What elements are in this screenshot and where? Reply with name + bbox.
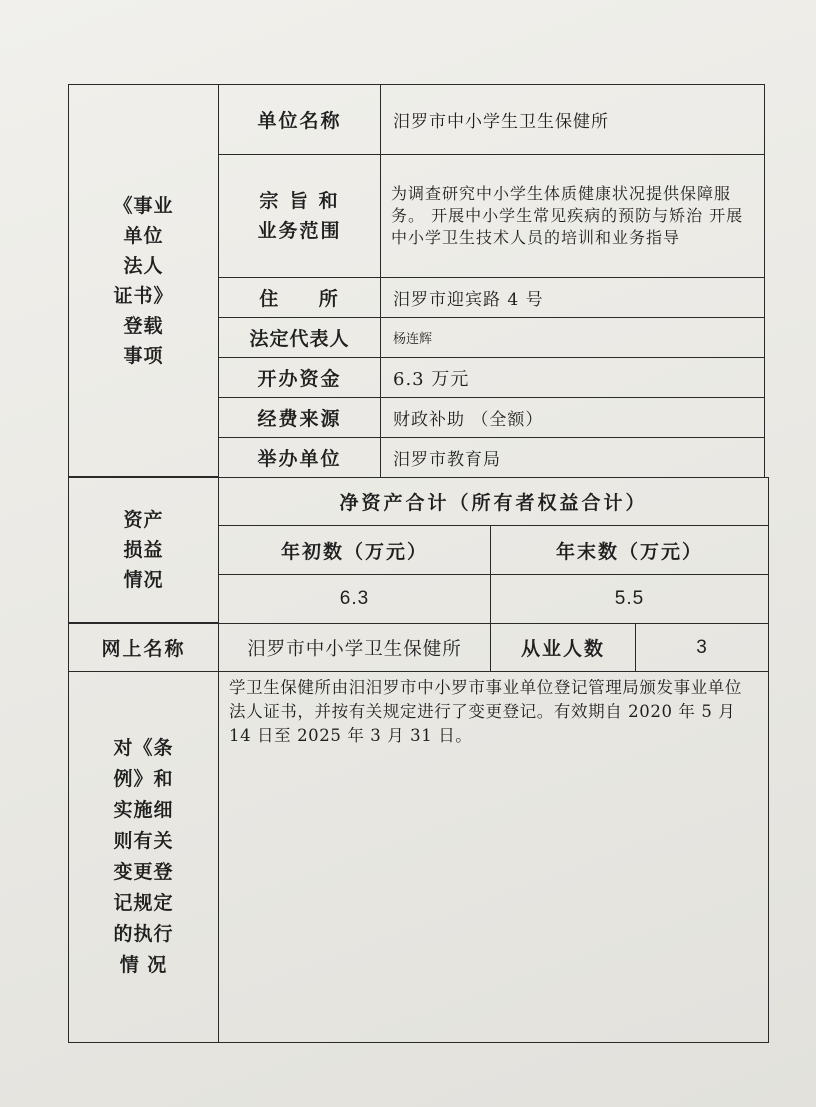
year-end-value: 5.5 bbox=[490, 574, 769, 624]
capital-value: 6.3 万元 bbox=[380, 357, 765, 398]
compliance-section-title bbox=[68, 671, 219, 1043]
title-line: 资产 bbox=[123, 509, 164, 531]
purpose-scope-label bbox=[218, 154, 381, 278]
unit-name-value: 汨罗市中小学生卫生保健所 bbox=[380, 84, 765, 155]
funding-source-label: 经费来源 bbox=[218, 397, 381, 438]
year-start-value: 6.3 bbox=[218, 574, 491, 624]
address-value: 汨罗市迎宾路 4 号 bbox=[380, 277, 765, 318]
title-line: 证书》 bbox=[113, 284, 174, 307]
title-line: 的执行 bbox=[113, 923, 174, 945]
title-line: 损益 bbox=[123, 539, 164, 561]
year-end-label: 年末数（万元） bbox=[490, 525, 769, 575]
title-line: 事项 bbox=[123, 344, 164, 367]
registration-section-title bbox=[68, 84, 219, 477]
net-assets-header: 净资产合计（所有者权益合计） bbox=[218, 477, 769, 526]
title-line: 登载 bbox=[123, 314, 164, 337]
label-line: 宗 旨 和 bbox=[259, 190, 340, 212]
title-line: 则有关 bbox=[113, 830, 174, 852]
legal-representative-value: 杨连辉 bbox=[380, 317, 765, 358]
sponsor-unit-label: 举办单位 bbox=[218, 437, 381, 478]
compliance-text: 学卫生保健所由汨汨罗市中小罗市事业单位登记管理局颁发事业单位法人证书，并按有关规定进行了变更登记。有效期自 2020 年 5 月 14 日至 2025 年 3 月 31 日。 bbox=[218, 671, 769, 1043]
unit-name-label: 单位名称 bbox=[218, 84, 381, 155]
title-line: 情 况 bbox=[119, 954, 168, 976]
capital-label: 开办资金 bbox=[218, 357, 381, 398]
title-line: 情况 bbox=[123, 569, 164, 591]
title-line: 实施细 bbox=[113, 799, 174, 821]
staff-count-label: 从业人数 bbox=[490, 623, 636, 672]
title-line: 对《条 bbox=[113, 737, 174, 759]
title-line: 变更登 bbox=[113, 861, 174, 883]
sponsor-unit-value: 汨罗市教育局 bbox=[380, 437, 765, 478]
title-line: 例》和 bbox=[113, 768, 174, 790]
title-line: 记规定 bbox=[113, 892, 174, 914]
address-label: 住 所 bbox=[218, 277, 381, 318]
assets-section-title bbox=[68, 477, 219, 623]
staff-count-value: 3 bbox=[635, 623, 769, 672]
label-line: 业务范围 bbox=[257, 220, 342, 242]
title-line: 单位 bbox=[123, 224, 164, 247]
title-line: 《事业 bbox=[113, 194, 174, 217]
title-line: 法人 bbox=[123, 254, 164, 277]
online-name-label: 网上名称 bbox=[68, 623, 219, 672]
online-name-value: 汨罗市中小学卫生保健所 bbox=[218, 623, 491, 672]
legal-representative-label: 法定代表人 bbox=[218, 317, 381, 358]
funding-source-value: 财政补助 （全额） bbox=[380, 397, 765, 438]
year-start-label: 年初数（万元） bbox=[218, 525, 491, 575]
purpose-scope-value: 为调查研究中小学生体质健康状况提供保障服务。 开展中小学生常见疾病的预防与矫治 开展中小学卫生技术人员的培训和业务指导 bbox=[380, 154, 765, 278]
